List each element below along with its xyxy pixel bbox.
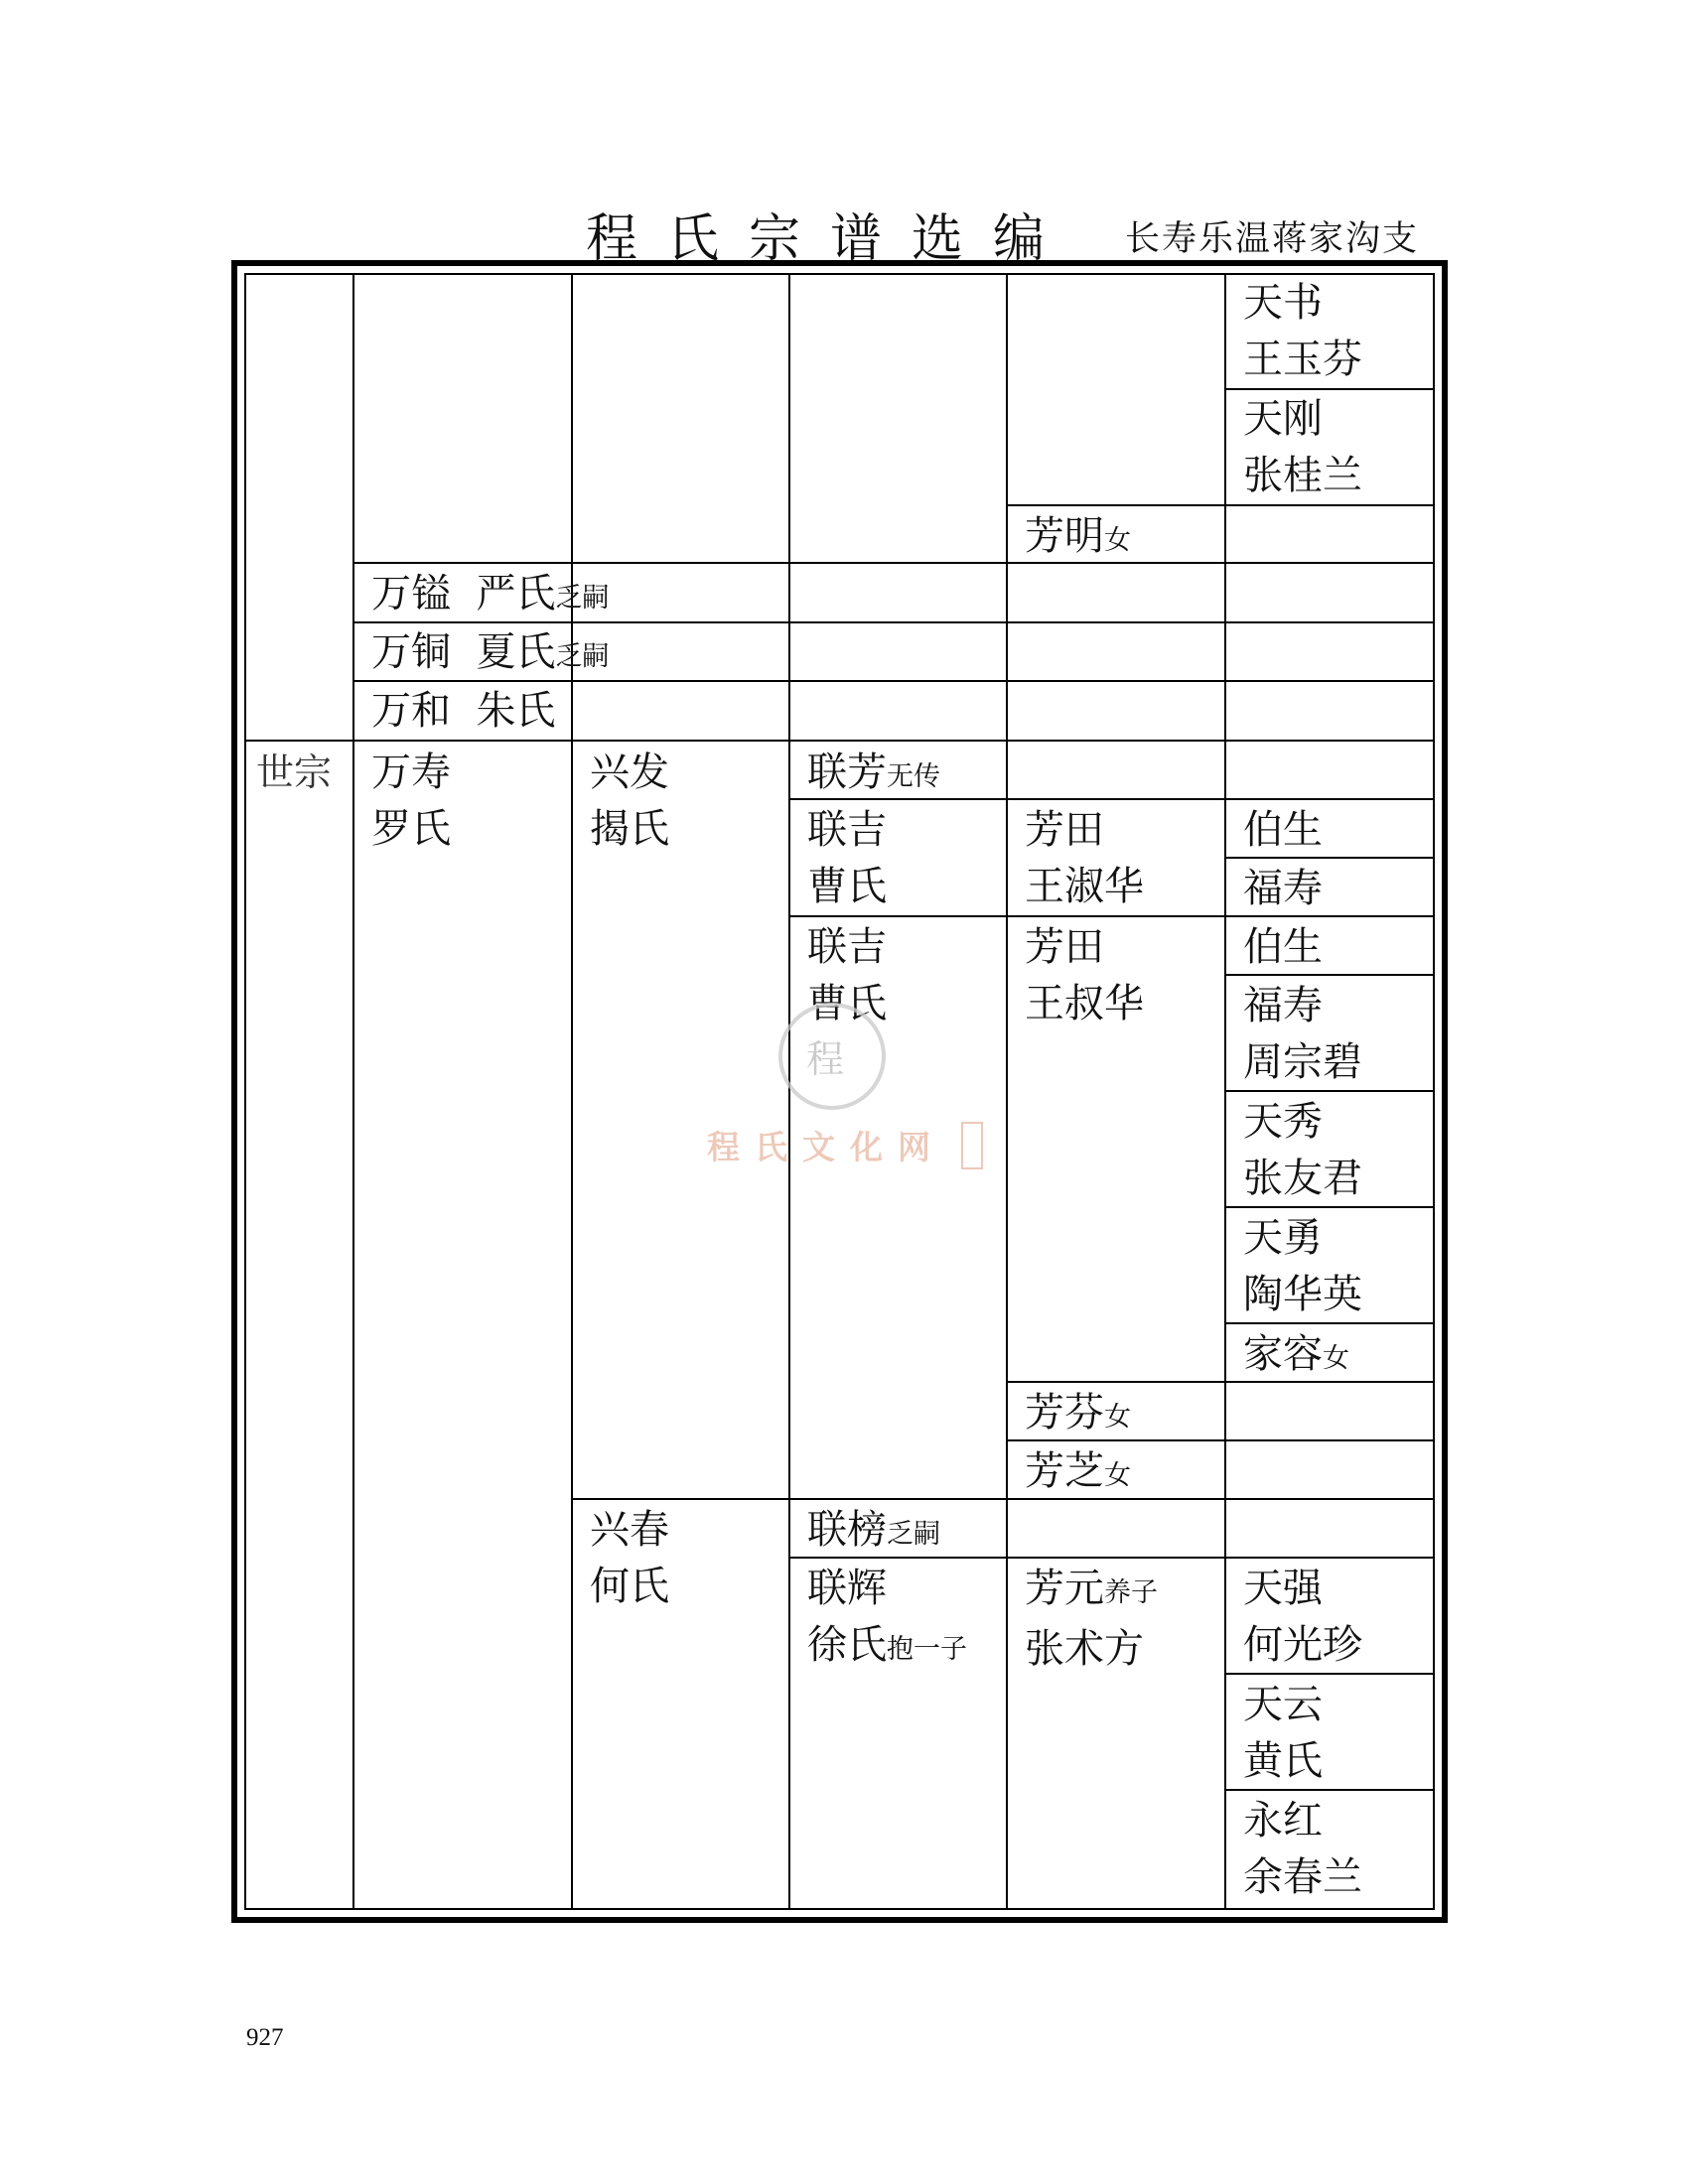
member-fangtian: 芳田 王叔华 <box>1025 924 1144 1026</box>
row-line <box>1006 1381 1435 1383</box>
row-line <box>1006 504 1435 506</box>
watermark-logo: 程 <box>778 1003 886 1110</box>
member-wanhe: 万和 朱氏 <box>371 688 556 734</box>
member-fushou: 福寿 <box>1243 866 1323 911</box>
member-tianyun: 天云 黄氏 <box>1243 1682 1323 1784</box>
member-tianshu: 天书 王玉芬 <box>1243 280 1362 382</box>
member-lianji: 联吉 曹氏 <box>807 807 887 909</box>
row-line <box>352 562 1435 564</box>
member-bosheng: 伯生 <box>1243 924 1323 970</box>
row-line <box>1224 388 1435 390</box>
row-line <box>244 1908 1435 1910</box>
page-number: 927 <box>246 2024 284 2051</box>
branch-subtitle: 长寿乐温蒋家沟支 <box>1125 219 1420 259</box>
site-watermark <box>695 1003 993 1191</box>
row-line <box>788 915 1435 917</box>
generation-label: 世宗 <box>256 751 333 794</box>
member-lianji: 联吉 曹氏 <box>807 924 887 1026</box>
member-lianhui: 联辉 徐氏抱一子 <box>807 1566 967 1668</box>
member-tiangang: 天刚 张桂兰 <box>1243 396 1362 498</box>
col-line <box>352 273 354 1910</box>
member-tianqiang: 天强 何光珍 <box>1243 1566 1362 1668</box>
member-wanyi: 万镒 严氏乏嗣 <box>371 571 610 616</box>
member-fangtian: 芳田 王淑华 <box>1025 807 1144 909</box>
col-line <box>1006 273 1008 1910</box>
member-fangming: 芳明女 <box>1025 513 1131 559</box>
member-fangfen: 芳芬女 <box>1025 1390 1131 1435</box>
watermark-seal <box>961 1122 983 1169</box>
member-fushou: 福寿 周宗碧 <box>1243 983 1362 1085</box>
member-fangyuan: 芳元养子 张术方 <box>1025 1566 1158 1672</box>
page-title: 程氏宗谱选编 <box>586 209 1075 269</box>
row-line <box>244 740 1435 742</box>
member-xingchun: 兴春 何氏 <box>590 1507 669 1609</box>
member-jiarong: 家容女 <box>1243 1331 1349 1377</box>
member-yonghong: 永红 余春兰 <box>1243 1798 1362 1900</box>
member-tianxiu: 天秀 张友君 <box>1243 1099 1362 1201</box>
member-tianyong: 天勇 陶华英 <box>1243 1215 1362 1317</box>
watermark-text: 程氏文化网 <box>707 1128 945 1166</box>
col-line <box>244 273 246 1910</box>
col-line <box>571 273 573 1910</box>
member-wantong: 万铜 夏氏乏嗣 <box>371 629 610 675</box>
member-lianfang: 联芳无传 <box>807 750 940 795</box>
member-lianbang: 联榜乏嗣 <box>807 1507 940 1553</box>
member-xingfa: 兴发 揭氏 <box>590 750 669 852</box>
member-fangzhi: 芳芝女 <box>1025 1448 1131 1494</box>
member-wanshou: 万寿 罗氏 <box>371 750 451 852</box>
member-bosheng: 伯生 <box>1243 807 1323 853</box>
row-line <box>571 1498 1435 1500</box>
